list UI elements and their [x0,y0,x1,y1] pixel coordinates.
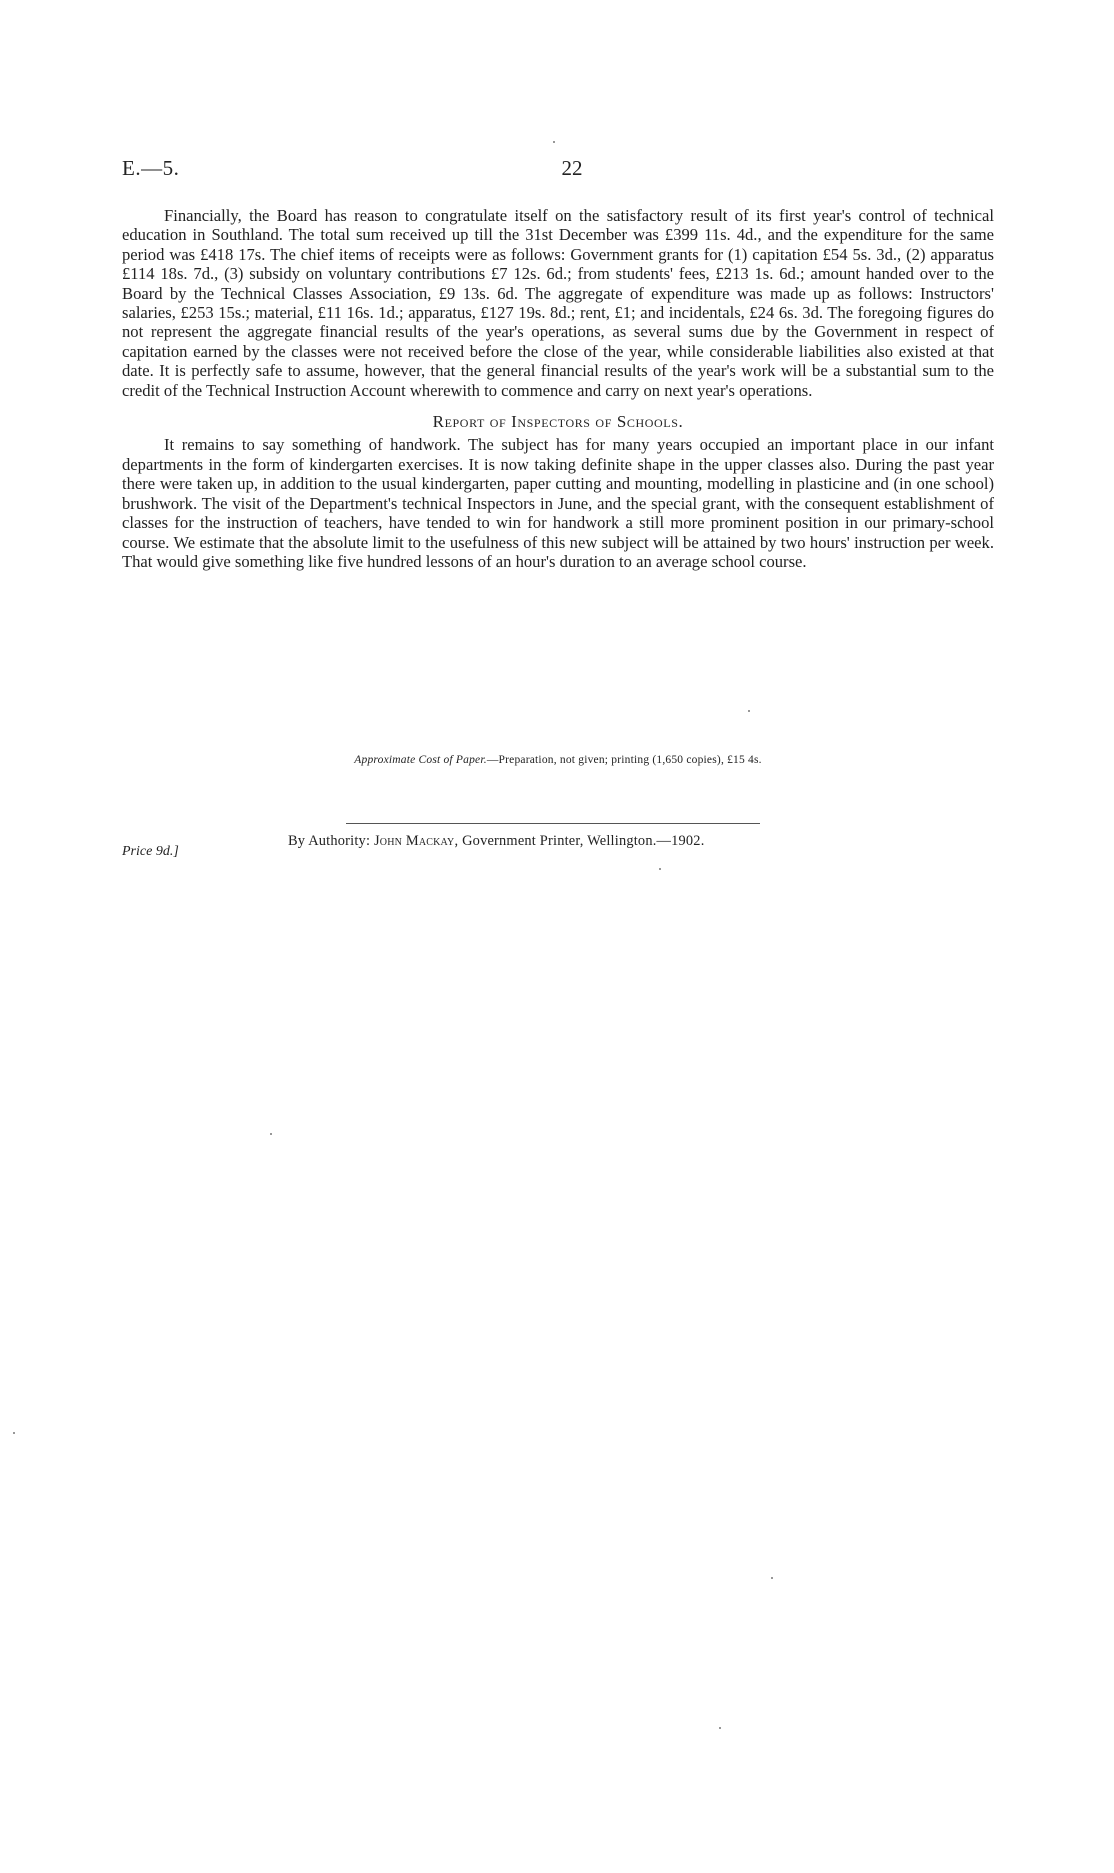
cost-note-text: —Preparation, not given; printing (1,650 copies), £15 4s. [486,754,762,766]
page-header [122,156,992,186]
scan-speck [748,710,750,712]
section-heading: Report of Inspectors of Schools. [432,412,684,432]
document-code: E.—5. [122,156,180,180]
financial-paragraph: Financially, the Board has reason to congratulate itself on the satisfactory result of its first year's control of technical education in Southland. The total sum received up till the 31st December was £399 11s. 4d., and the expenditure for the same period was £418 17s. The chief items of receipts were as follows: Government grants for (1) capitation £54 5s. 3d., (2) apparatus £114 18s. 7d., (3) subsidy on voluntary contributions £7 12s. 6d.; from students' fees, £213 1s. 6d.; amount handed over to the Board by the Technical Classes Association, £9 13s. 6d. The aggregate of expenditure was made up as follows: Instructors' salaries, £253 15s.; material, £11 16s. 1d.; apparatus, £127 19s. 8d.; rent, £1; and incidentals, £24 6s. 3d. The foregoing figures do not represent the aggregate financial results of the year's operations, as several sums due by the Government in respect of capitation earned by the classes were not received before the close of the year, while considerable liabilities also existed at that date. It is perfectly safe to assume, however, that the general financial results of the year's work will be a substantial sum to the credit of the Technical Instruction Account wherewith to commence and carry on next year's operations. [122,206,994,400]
imprint-printer: John Mackay, [373,833,459,849]
printer-imprint [288,833,848,850]
body-text [122,206,994,571]
imprint-suffix: Government Printer, Wellington.—1902. [462,833,705,849]
cost-note [122,754,994,766]
page-number: 22 [561,156,583,180]
scan-speck [270,1133,272,1135]
scan-speck [719,1727,721,1729]
cost-note-label: Approximate Cost of Paper. [354,754,487,766]
scan-speck [13,1432,15,1434]
scan-speck [553,141,555,143]
scan-speck [659,868,661,870]
scan-speck [771,1577,773,1579]
price-label: Price 9d.] [122,844,179,859]
footer-rule [346,823,760,824]
handwork-paragraph: It remains to say something of handwork. The subject has for many years occupied an important place in our infant departments in the form of kindergarten exercises. It is now taking definite shape in the upper classes also. During the past year there were taken up, in addition to the usual kindergarten, paper cutting and mounting, modelling in plasticine and (in one school) brushwork. The visit of the Department's technical Inspectors in June, and the special grant, with the consequent establishment of classes for the instruction of teachers, have tended to win for handwork a still more prominent position in our primary-school course. We estimate that the absolute limit to the usefulness of this new subject will be attained by two hours' instruction per week. That would give something like five hundred lessons of an hour's duration to an average school course. [122,435,994,571]
imprint-prefix: By Authority: [288,833,371,849]
